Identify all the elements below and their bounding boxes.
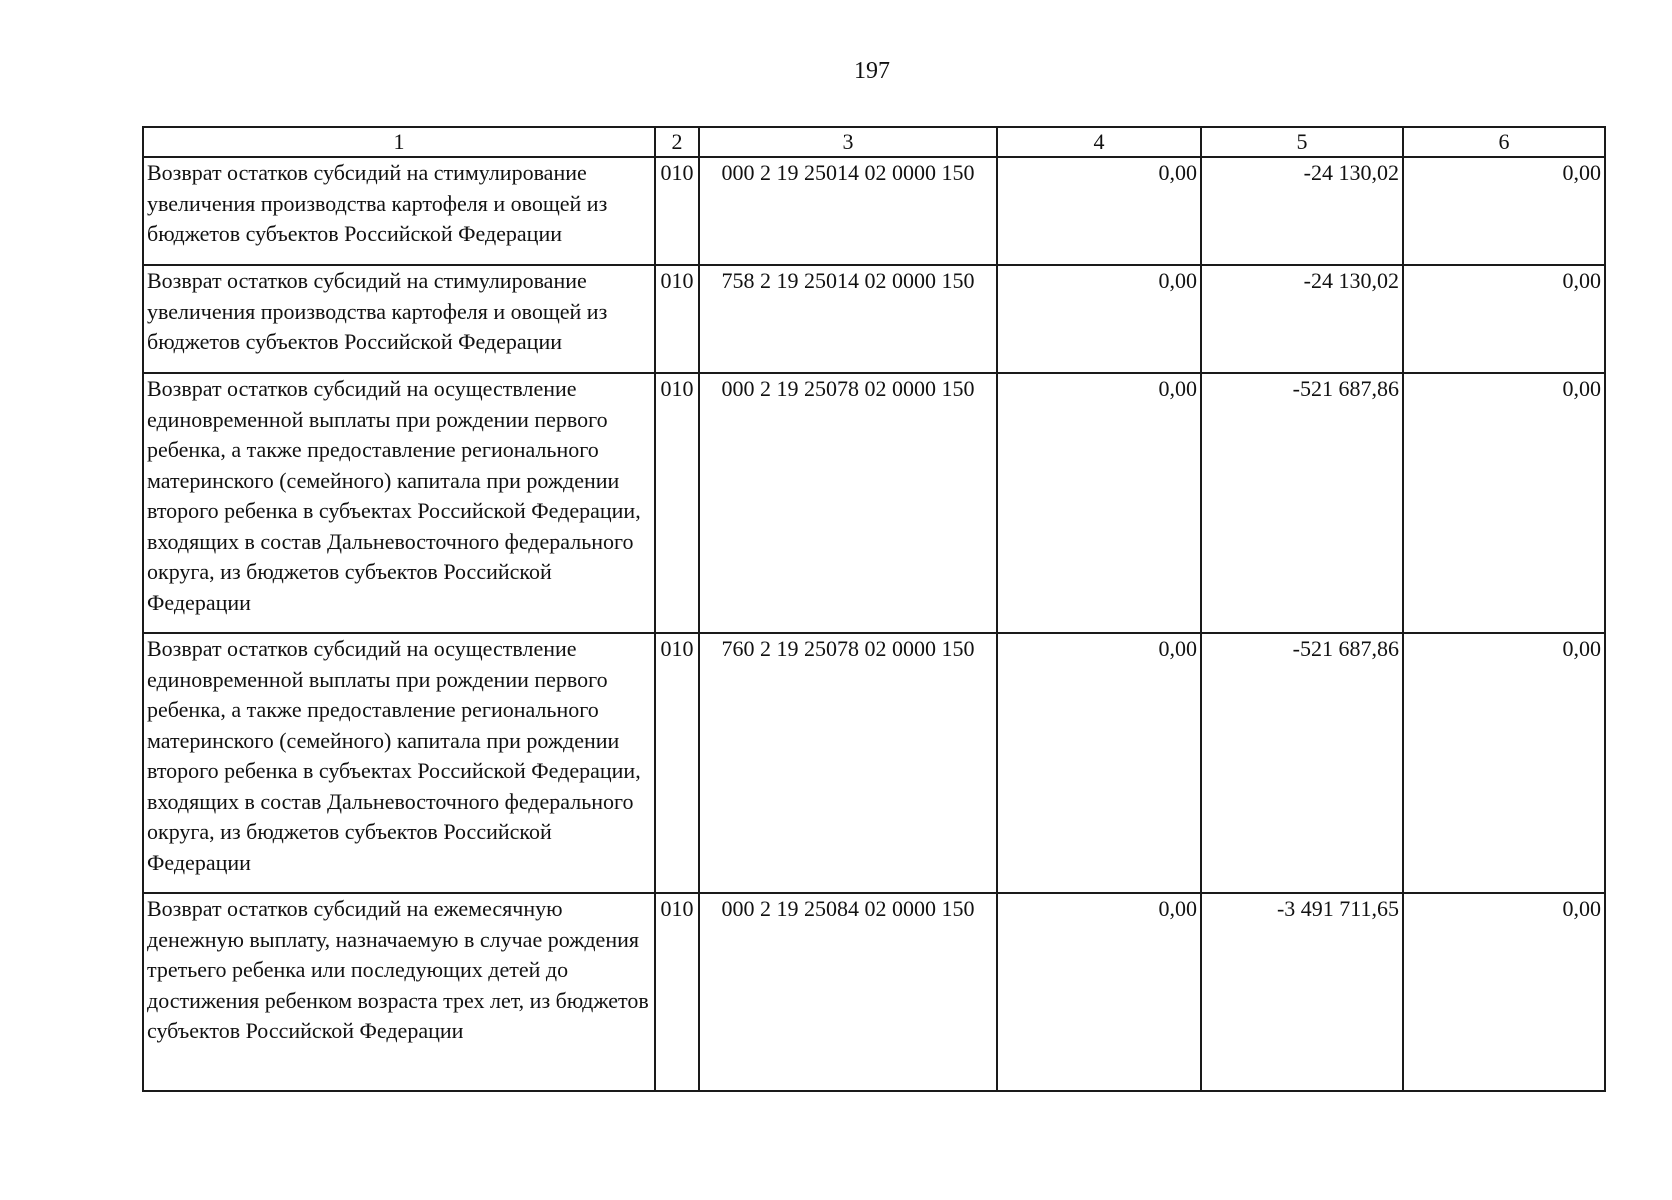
table-row bbox=[143, 633, 1605, 893]
row-code: 010 bbox=[655, 265, 699, 373]
row-code: 010 bbox=[655, 633, 699, 893]
row-description: Возврат остатков субсидий на стимулирование увеличения производства картофеля и овощей из бюджетов субъектов Российской Федерации bbox=[143, 265, 655, 373]
header-col-3: 3 bbox=[699, 127, 997, 157]
row-code: 010 bbox=[655, 373, 699, 633]
header-col-6: 6 bbox=[1403, 127, 1605, 157]
row-col6-value: 0,00 bbox=[1403, 157, 1605, 265]
row-col5-value: -521 687,86 bbox=[1201, 633, 1403, 893]
table-row bbox=[143, 157, 1605, 265]
row-col6-value: 0,00 bbox=[1403, 893, 1605, 1091]
row-col5-value: -521 687,86 bbox=[1201, 373, 1403, 633]
row-col4-value: 0,00 bbox=[997, 265, 1201, 373]
row-code: 010 bbox=[655, 157, 699, 265]
header-col-1: 1 bbox=[143, 127, 655, 157]
row-budget-code: 000 2 19 25014 02 0000 150 bbox=[699, 157, 997, 265]
row-budget-code: 758 2 19 25014 02 0000 150 bbox=[699, 265, 997, 373]
table-header-row bbox=[143, 127, 1605, 157]
row-code: 010 bbox=[655, 893, 699, 1091]
row-col4-value: 0,00 bbox=[997, 373, 1201, 633]
row-col6-value: 0,00 bbox=[1403, 265, 1605, 373]
row-col5-value: -3 491 711,65 bbox=[1201, 893, 1403, 1091]
table-row bbox=[143, 265, 1605, 373]
page-number: 197 bbox=[854, 58, 890, 84]
header-col-4: 4 bbox=[997, 127, 1201, 157]
table-row bbox=[143, 893, 1605, 1091]
row-col6-value: 0,00 bbox=[1403, 373, 1605, 633]
row-budget-code: 000 2 19 25078 02 0000 150 bbox=[699, 373, 997, 633]
row-description: Возврат остатков субсидий на осуществление единовременной выплаты при рождении первого ребенка, а также предоставление регионального материнского (семейного) капитала при рождении второго ребенка в субъектах Российской Федерации, входящих в состав Дальневосточного федерального округа, из бюджетов субъектов Российской Федерации bbox=[143, 633, 655, 893]
row-col5-value: -24 130,02 bbox=[1201, 157, 1403, 265]
row-col4-value: 0,00 bbox=[997, 633, 1201, 893]
row-budget-code: 760 2 19 25078 02 0000 150 bbox=[699, 633, 997, 893]
row-col4-value: 0,00 bbox=[997, 893, 1201, 1091]
row-col4-value: 0,00 bbox=[997, 157, 1201, 265]
table-row bbox=[143, 373, 1605, 633]
row-description: Возврат остатков субсидий на осуществление единовременной выплаты при рождении первого ребенка, а также предоставление регионального материнского (семейного) капитала при рождении второго ребенка в субъектах Российской Федерации, входящих в состав Дальневосточного федерального округа, из бюджетов субъектов Российской Федерации bbox=[143, 373, 655, 633]
row-col5-value: -24 130,02 bbox=[1201, 265, 1403, 373]
row-description: Возврат остатков субсидий на ежемесячную денежную выплату, назначаемую в случае рождения третьего ребенка или последующих детей до достижения ребенком возраста трех лет, из бюджетов субъектов Российской Федерации bbox=[143, 893, 655, 1091]
header-col-5: 5 bbox=[1201, 127, 1403, 157]
row-budget-code: 000 2 19 25084 02 0000 150 bbox=[699, 893, 997, 1091]
header-col-2: 2 bbox=[655, 127, 699, 157]
budget-table bbox=[142, 126, 1606, 1092]
row-col6-value: 0,00 bbox=[1403, 633, 1605, 893]
row-description: Возврат остатков субсидий на стимулирование увеличения производства картофеля и овощей из бюджетов субъектов Российской Федерации bbox=[143, 157, 655, 265]
